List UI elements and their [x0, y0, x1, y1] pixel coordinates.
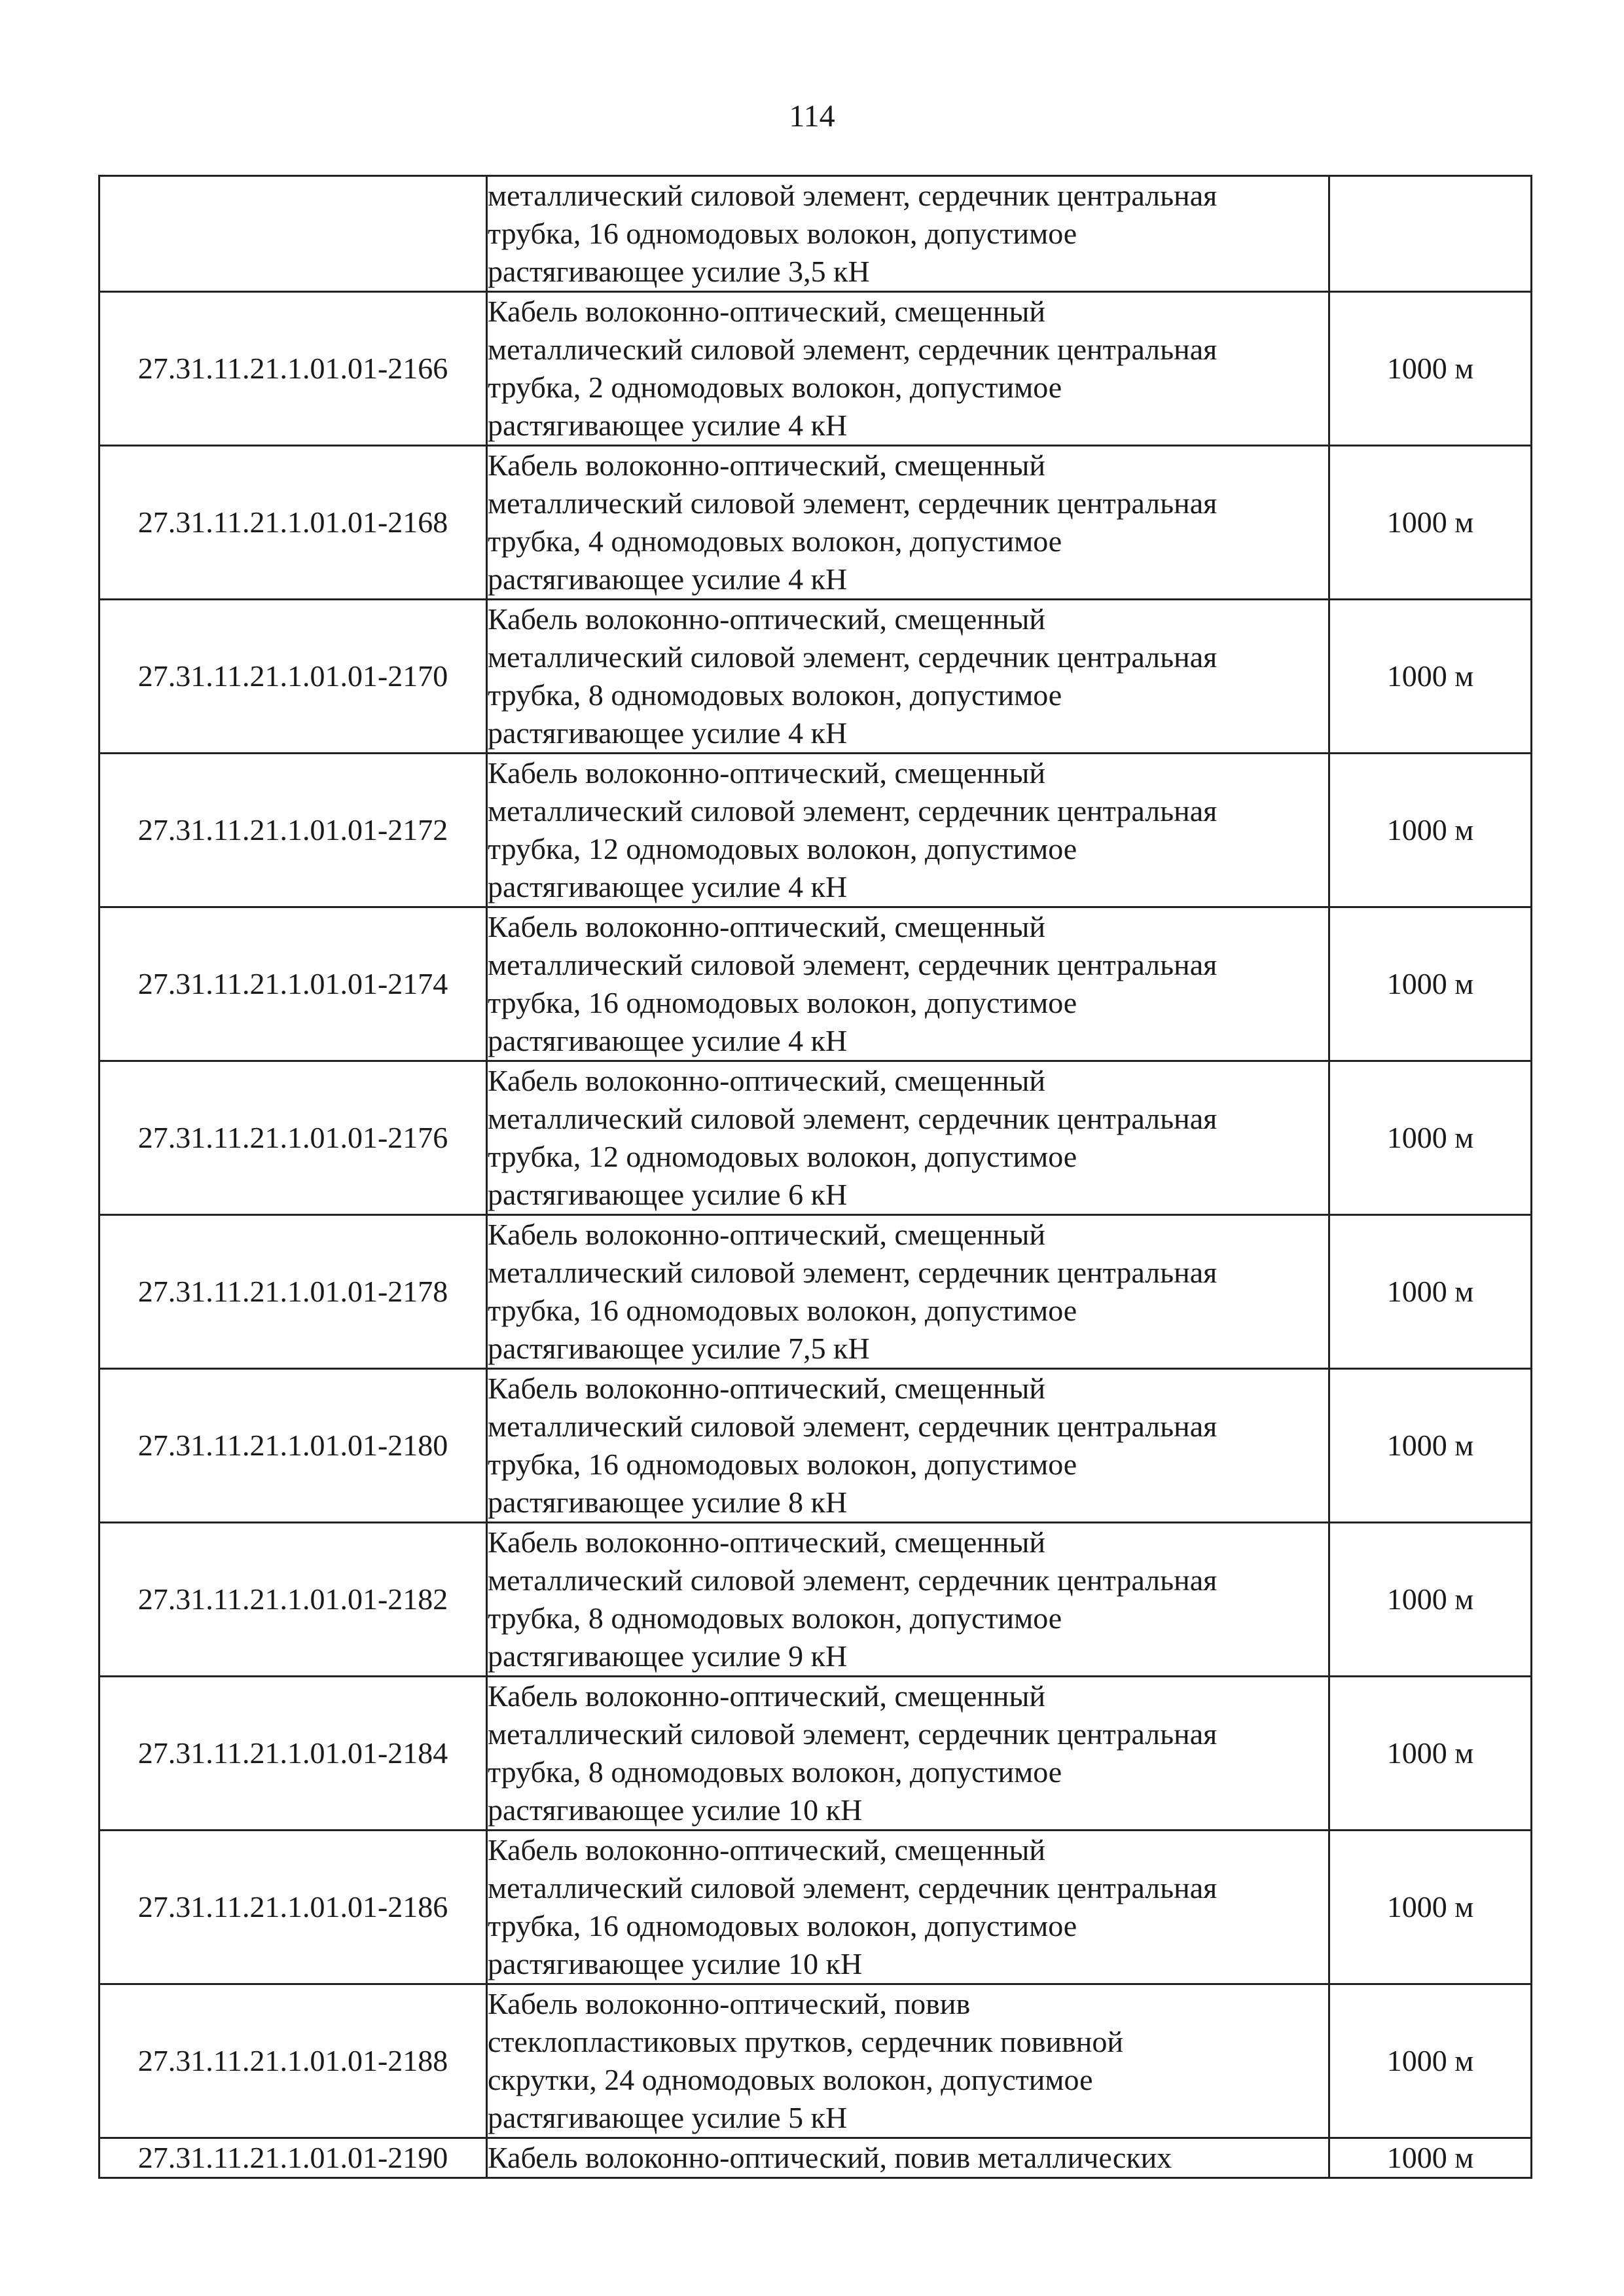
description-line: металлический силовой элемент, сердечник центральная: [488, 794, 1218, 828]
table-row: [99, 1523, 1532, 1677]
cell-code: 27.31.11.21.1.01.01-2170: [99, 600, 487, 754]
description-line: трубка, 16 одномодовых волокон, допустимое: [488, 1448, 1077, 1481]
cell-unit: 1000 м: [1329, 600, 1532, 754]
description-line: Кабель волоконно-оптический, смещенный: [488, 756, 1046, 790]
cell-description: [487, 176, 1329, 292]
cell-unit: 1000 м: [1329, 1984, 1532, 2138]
cell-code: 27.31.11.21.1.01.01-2180: [99, 1369, 487, 1523]
description-line: металлический силовой элемент, сердечник центральная: [488, 948, 1218, 981]
cell-code: 27.31.11.21.1.01.01-2172: [99, 754, 487, 907]
description-line: скрутки, 24 одномодовых волокон, допустимое: [488, 2063, 1093, 2096]
cell-unit: 1000 м: [1329, 1215, 1532, 1369]
cell-code: 27.31.11.21.1.01.01-2186: [99, 1831, 487, 1984]
description-line: трубка, 12 одномодовых волокон, допустимое: [488, 1140, 1077, 1173]
cell-unit: [1329, 176, 1532, 292]
cell-description: [487, 1061, 1329, 1215]
description-line: растягивающее усилие 4 кН: [488, 870, 848, 903]
description-line: металлический силовой элемент, сердечник центральная: [488, 1717, 1218, 1751]
cell-unit: 1000 м: [1329, 2138, 1532, 2178]
description-line: Кабель волоконно-оптический, смещенный: [488, 602, 1046, 636]
cell-unit: 1000 м: [1329, 1061, 1532, 1215]
description-line: стеклопластиковых прутков, сердечник повивной: [488, 2025, 1123, 2058]
description-line: растягивающее усилие 8 кН: [488, 1485, 848, 1519]
cell-unit: 1000 м: [1329, 1677, 1532, 1831]
description-line: Кабель волоконно-оптический, смещенный: [488, 448, 1046, 482]
description-line: Кабель волоконно-оптический, повив: [488, 1987, 971, 2020]
cell-unit: 1000 м: [1329, 292, 1532, 446]
description-line: Кабель волоконно-оптический, смещенный: [488, 1679, 1046, 1713]
cell-code: 27.31.11.21.1.01.01-2166: [99, 292, 487, 446]
cell-code: 27.31.11.21.1.01.01-2168: [99, 446, 487, 600]
description-line: металлический силовой элемент, сердечник центральная: [488, 179, 1218, 212]
table-row: [99, 907, 1532, 1061]
materials-table: [98, 175, 1532, 2179]
description-line: растягивающее усилие 4 кН: [488, 1024, 848, 1057]
table-row: [99, 176, 1532, 292]
description-line: трубка, 2 одномодовых волокон, допустимое: [488, 371, 1062, 404]
cell-code: [99, 176, 487, 292]
cell-code: 27.31.11.21.1.01.01-2188: [99, 1984, 487, 2138]
cell-unit: 1000 м: [1329, 1369, 1532, 1523]
cell-description: [487, 600, 1329, 754]
cell-description: [487, 292, 1329, 446]
cell-code: 27.31.11.21.1.01.01-2178: [99, 1215, 487, 1369]
description-line: трубка, 16 одномодовых волокон, допустимое: [488, 1294, 1077, 1327]
description-line: растягивающее усилие 10 кН: [488, 1947, 863, 1980]
description-line: трубка, 8 одномодовых волокон, допустимое: [488, 1755, 1062, 1789]
description-line: металлический силовой элемент, сердечник центральная: [488, 486, 1218, 520]
description-line: Кабель волоконно-оптический, смещенный: [488, 1372, 1046, 1405]
cell-unit: 1000 м: [1329, 907, 1532, 1061]
table-row: [99, 1215, 1532, 1369]
description-line: Кабель волоконно-оптический, смещенный: [488, 1218, 1046, 1251]
description-line: металлический силовой элемент, сердечник центральная: [488, 1256, 1218, 1289]
cell-description: [487, 1677, 1329, 1831]
cell-code: 27.31.11.21.1.01.01-2174: [99, 907, 487, 1061]
cell-description: [487, 1523, 1329, 1677]
description-line: Кабель волоконно-оптический, смещенный: [488, 295, 1046, 328]
description-line: растягивающее усилие 7,5 кН: [488, 1332, 870, 1365]
cell-unit: 1000 м: [1329, 1831, 1532, 1984]
cell-description: [487, 754, 1329, 907]
table-row: [99, 1061, 1532, 1215]
description-line: растягивающее усилие 6 кН: [488, 1178, 848, 1211]
cell-description: [487, 1984, 1329, 2138]
page-number: 114: [789, 99, 835, 134]
description-line: Кабель волоконно-оптический, повив металлических: [488, 2141, 1172, 2174]
cell-description: [487, 2138, 1329, 2178]
description-line: растягивающее усилие 10 кН: [488, 1793, 863, 1827]
description-line: трубка, 8 одномодовых волокон, допустимое: [488, 678, 1062, 712]
cell-code: 27.31.11.21.1.01.01-2190: [99, 2138, 487, 2178]
table-row: [99, 1369, 1532, 1523]
description-line: растягивающее усилие 4 кН: [488, 716, 848, 750]
cell-unit: 1000 м: [1329, 754, 1532, 907]
cell-unit: 1000 м: [1329, 1523, 1532, 1677]
description-line: трубка, 4 одномодовых волокон, допустимое: [488, 524, 1062, 558]
description-line: растягивающее усилие 3,5 кН: [488, 255, 870, 288]
description-line: металлический силовой элемент, сердечник центральная: [488, 1871, 1218, 1904]
cell-unit: 1000 м: [1329, 446, 1532, 600]
table-row: [99, 754, 1532, 907]
description-line: трубка, 8 одномодовых волокон, допустимое: [488, 1601, 1062, 1635]
description-line: Кабель волоконно-оптический, смещенный: [488, 1525, 1046, 1559]
table-row: [99, 1984, 1532, 2138]
table-row: [99, 292, 1532, 446]
description-line: трубка, 16 одномодовых волокон, допустимое: [488, 1909, 1077, 1942]
description-line: растягивающее усилие 5 кН: [488, 2101, 848, 2134]
cell-code: 27.31.11.21.1.01.01-2182: [99, 1523, 487, 1677]
description-line: металлический силовой элемент, сердечник центральная: [488, 1102, 1218, 1135]
cell-description: [487, 1831, 1329, 1984]
cell-description: [487, 907, 1329, 1061]
description-line: растягивающее усилие 4 кН: [488, 409, 848, 442]
table-row: [99, 2138, 1532, 2178]
table-row: [99, 1677, 1532, 1831]
description-line: Кабель волоконно-оптический, смещенный: [488, 1833, 1046, 1867]
table-row: [99, 446, 1532, 600]
description-line: Кабель волоконно-оптический, смещенный: [488, 910, 1046, 943]
description-line: растягивающее усилие 9 кН: [488, 1639, 848, 1673]
table-row: [99, 600, 1532, 754]
description-line: металлический силовой элемент, сердечник центральная: [488, 333, 1218, 366]
cell-description: [487, 446, 1329, 600]
cell-description: [487, 1215, 1329, 1369]
description-line: трубка, 16 одномодовых волокон, допустимое: [488, 217, 1077, 250]
table-body: [99, 176, 1532, 2178]
description-line: растягивающее усилие 4 кН: [488, 562, 848, 596]
description-line: металлический силовой элемент, сердечник центральная: [488, 1410, 1218, 1443]
table-row: [99, 1831, 1532, 1984]
description-line: металлический силовой элемент, сердечник центральная: [488, 1563, 1218, 1597]
description-line: металлический силовой элемент, сердечник центральная: [488, 640, 1218, 674]
description-line: трубка, 12 одномодовых волокон, допустимое: [488, 832, 1077, 866]
cell-description: [487, 1369, 1329, 1523]
description-line: трубка, 16 одномодовых волокон, допустимое: [488, 986, 1077, 1019]
cell-code: 27.31.11.21.1.01.01-2176: [99, 1061, 487, 1215]
description-line: Кабель волоконно-оптический, смещенный: [488, 1064, 1046, 1097]
cell-code: 27.31.11.21.1.01.01-2184: [99, 1677, 487, 1831]
